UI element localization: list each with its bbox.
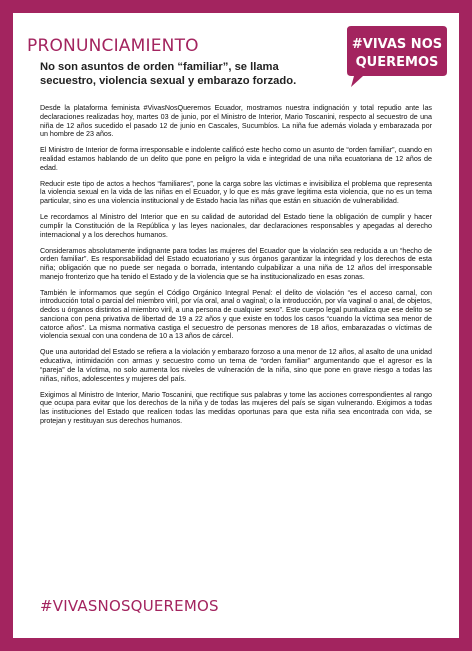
vivas-nos-queremos-logo xyxy=(339,24,451,90)
paragraph-reducing-acts: Reducir este tipo de actos a hechos “familiares”, pone la carga sobre las víctimas e invisibiliza el problema que representa la violencia sexual en la vida de las niñas en el Ecuador, y lo que es más grave legitima esta violencia, que no es un tema particular, sino es una violencia institucional y de Estado hacia las niñas que están en situación de vulnerabilidad. xyxy=(40,179,432,206)
logo-line-1: #VIVAS NOS xyxy=(351,37,443,52)
footer-hashtag: #VIVASNOSQUEREMOS xyxy=(40,597,219,615)
paragraph-reminder: Le recordamos al Ministro del Interior que en su calidad de autoridad del Estado tiene la obligación de cumplir y hacer cumplir la Constitución de la República y las leyes nacionales, dar declaraciones responsables y apegadas al derecho internacional y a los derechos humanos. xyxy=(40,213,432,239)
page-subtitle: No son asuntos de orden “familiar”, se llama secuestro, violencia sexual y embarazo forzado. xyxy=(40,61,297,87)
paragraph-demands: Exigimos al Ministro de Interior, Mario Toscanini, que rectifique sus palabras y tome las acciones correspondientes al rango que ocupa para evitar que los derechos de la niña y de todas las mujeres del país se sigan vulnerando. Exigimos a todas las instituciones del Estado que realicen todas las medidas oportunas para que esta niña sea encontrada con vida, se protejan y restituyan sus derechos humanos. xyxy=(40,390,432,425)
paragraph-authority: Que una autoridad del Estado se refiera a la violación y embarazo forzoso a una menor de 12 años, al asalto de una unidad educativa, intimidación con armas y secuestro como un tema de “orden familiar” argumentando que el agresor es la “pareja” de la víctima, no solo aumenta los niveles de vulneración de la niña, sino que pone en grave riesgo a todas las niñas, niños, adolescentes y mujeres del país. xyxy=(40,348,432,383)
logo-line-2: QUEREMOS xyxy=(355,55,439,70)
statement-body xyxy=(40,104,432,433)
paragraph-penal-code: También le informamos que según el Código Orgánico Integral Penal: el delito de violación “es el acceso carnal, con introducción total o parcial del miembro viril, por vía oral, anal o vaginal; o la introducción, por vía vaginal o anal, de objetos, dedos u órganos distintos al miembro viril, a una persona de cualquier sexo”. Este cuerpo legal puntualiza que ese delito se sanciona con pena privativa de libertad de 19 a 22 años y que existe en todos los casos “cuando la víctima sea menor de catorce años”. La misma normativa castiga el secuestro de personas menores de 18 años, embarazadas o víctimas de violencia sexual con una condena de 10 a 13 años de cárcel. xyxy=(40,288,432,341)
page-title: PRONUNCIAMIENTO xyxy=(27,36,199,56)
paragraph-indignation: Consideramos absolutamente indignante para todas las mujeres del Ecuador que la violación sea reducida a un “hecho de orden familiar”. Es responsabilidad del Estado ecuatoriano y sus órganos garantizar la integridad y los derechos de esta niña; obligación que no puede ser negada o borrada, intentando culpabilizar a una niña de 12 años del irresponsable manejo fronterizo que ha tenido el Estado y de la violencia que se ha institucionalizado en esas zonas. xyxy=(40,246,432,281)
paragraph-intro: Desde la plataforma feminista #VivasNosQueremos Ecuador, mostramos nuestra indignación y total repudio ante las declaraciones realizadas hoy, martes 03 de junio, por el Ministro de Interior, Mario Toscanini, respecto al secuestro de una niña de 12 años sucedido el pasado 12 de junio en Cascales, Sucumbíos. La niña fue además violada y embarazada por un hombre de 23 años. xyxy=(40,104,432,139)
paragraph-minister-statement: El Ministro de Interior de forma irresponsable e indolente calificó este hecho como un asunto de “orden familiar”, cuando en realidad estamos hablando de un delito que pone en peligro la vida e integridad de una niña ecuatoriana de 12 años de edad. xyxy=(40,146,432,172)
